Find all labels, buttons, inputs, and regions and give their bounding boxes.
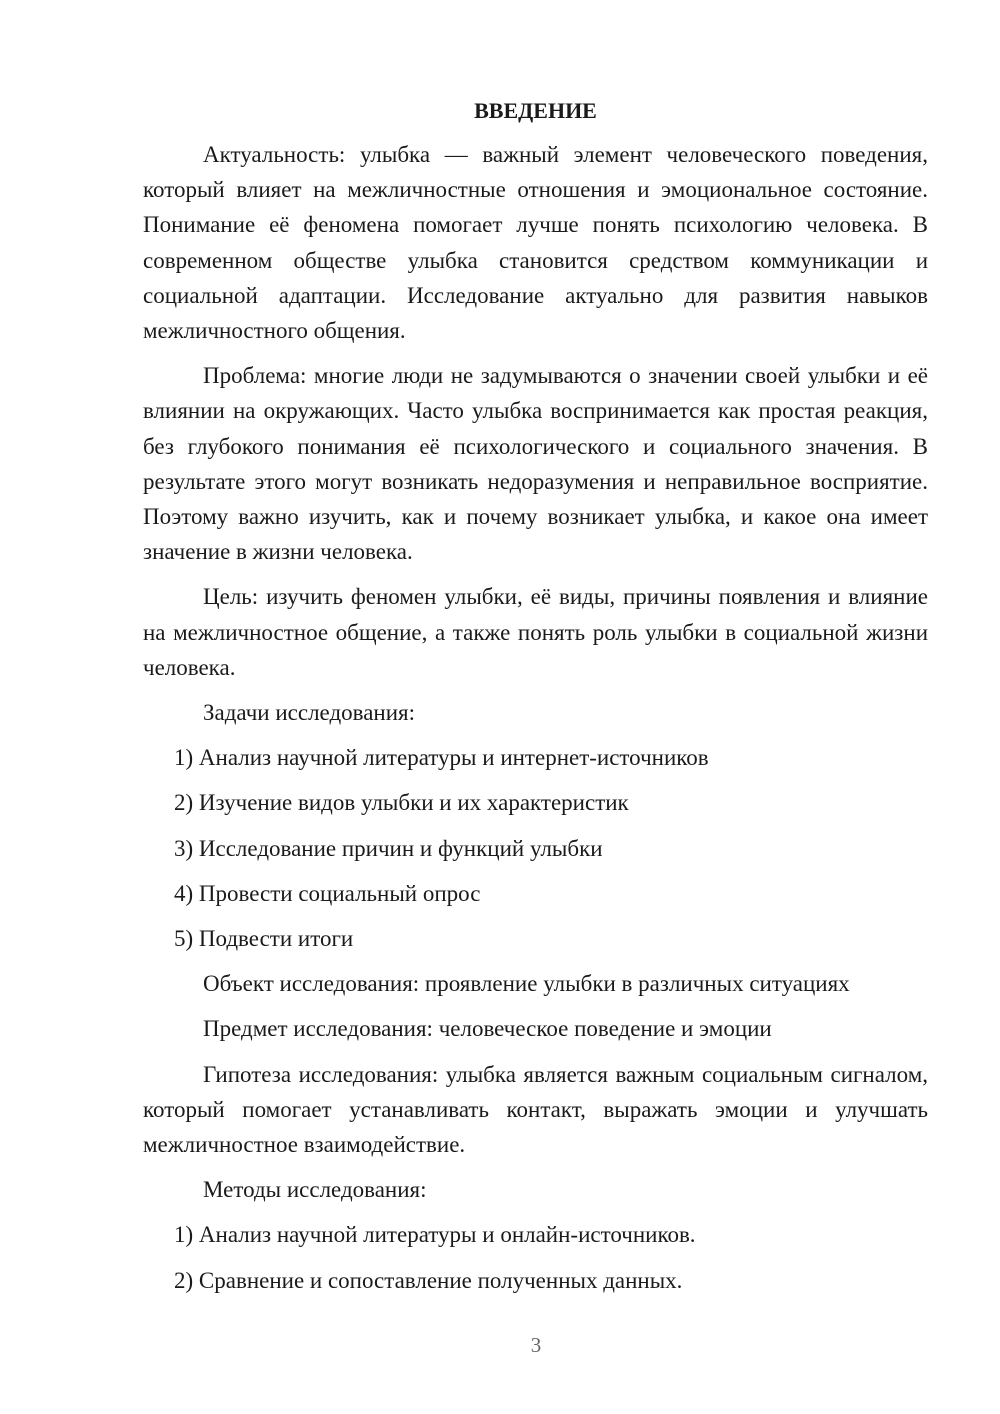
- page-content: [143, 95, 928, 1308]
- goal-paragraph: Цель: изучить феномен улыбки, её виды, причины появления и влияние на межличностное общение, а также понять роль улыбки в социальной жизни человека.: [143, 584, 928, 680]
- tasks-list: [143, 740, 928, 956]
- object-line: Объект исследования: проявление улыбки в различных ситуациях: [203, 971, 850, 997]
- subject-line: Предмет исследования: человеческое поведение и эмоции: [203, 1016, 772, 1042]
- problem-paragraph: Проблема: многие люди не задумываются о значении своей улыбки и её влиянии на окружающих. Часто улыбка воспринимается как простая реакция, без глубокого понимания её психологического и социального значения. В результате этого могут возникать недоразумения и неправильное восприятие. Поэтому важно изучить, как и почему возникает улыбка, и какое она имеет значение в жизни человека.: [143, 363, 928, 565]
- section-title: ВВЕДЕНИЕ: [474, 98, 597, 123]
- list-item: 3) Исследование причин и функций улыбки: [174, 835, 603, 861]
- list-item: 2) Изучение видов улыбки и их характеристик: [174, 790, 629, 816]
- list-item: 1) Анализ научной литературы и интернет-источников: [174, 745, 709, 771]
- methods-list: [143, 1217, 928, 1297]
- relevance-paragraph: Актуальность: улыбка — важный элемент человеческого поведения, который влияет на межличностные отношения и эмоциональное состояние. Понимание её феномена помогает лучше понять психологию человека. В современном обществе улыбка становится средством коммуникации и социальной адаптации. Исследование актуально для развития навыков межличностного общения.: [143, 142, 928, 344]
- page-number: 3: [530, 1333, 542, 1357]
- list-item: 1) Анализ научной литературы и онлайн-источников.: [174, 1222, 696, 1248]
- hypothesis-paragraph: Гипотеза исследования: улыбка является важным социальным сигналом, который помогает устанавливать контакт, выражать эмоции и улучшать межличностное взаимодействие.: [143, 1061, 928, 1158]
- list-item: 4) Провести социальный опрос: [174, 880, 481, 906]
- list-item: 2) Сравнение и сопоставление полученных данных.: [174, 1267, 683, 1293]
- tasks-heading: Задачи исследования:: [203, 700, 416, 726]
- methods-heading: Методы исследования:: [203, 1177, 427, 1203]
- list-item: 5) Подвести итоги: [174, 926, 354, 952]
